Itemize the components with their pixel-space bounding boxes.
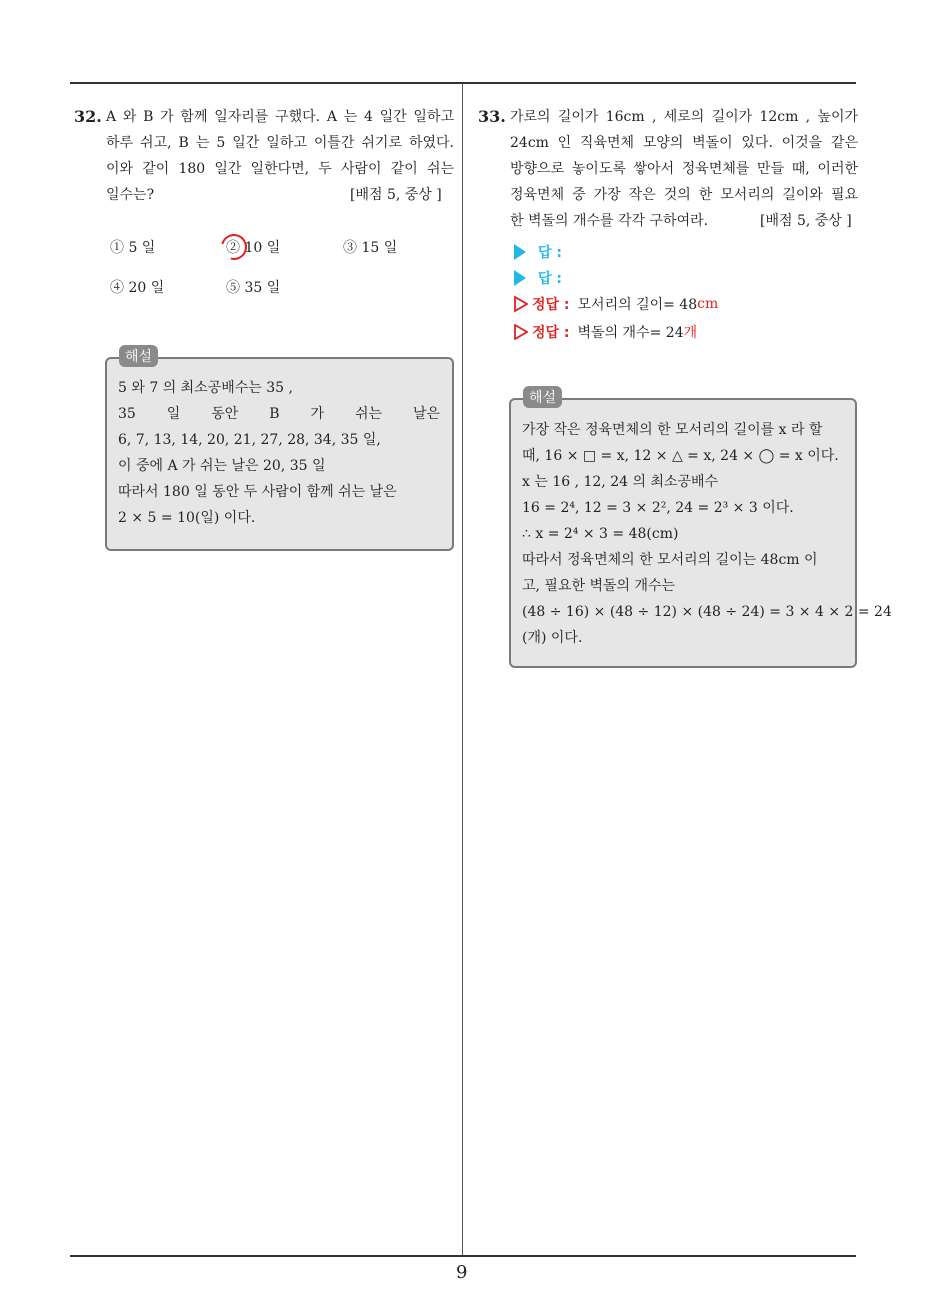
correct-label: 정답 : [532, 297, 570, 313]
explanation-line: 가장 작은 정육면체의 한 모서리의 길이를 x 라 할 [522, 422, 823, 438]
question-number: 32. [74, 107, 102, 126]
triangle-outline-icon [514, 324, 528, 340]
choice-2[interactable]: ② 10 일 [226, 240, 281, 256]
answer-input-row[interactable] [514, 268, 562, 288]
bottom-rule [70, 1255, 856, 1257]
play-arrow-icon [514, 270, 526, 286]
play-arrow-icon [514, 244, 526, 260]
explanation-line: 따라서 정육면체의 한 모서리의 길이는 48cm 이 [522, 552, 818, 568]
correct-answer-row [514, 294, 718, 314]
explanation-line: 따라서 180 일 동안 두 사람이 함께 쉬는 날은 [118, 484, 397, 500]
correct-label: 정답 : [532, 325, 570, 341]
choice-1[interactable]: ① 5 일 [110, 240, 156, 256]
score-label: [배점 5, 중상 ] [760, 213, 852, 229]
question-text-line: 일수는? [106, 187, 155, 203]
answer-label: 답 : [538, 271, 562, 287]
choice-4[interactable]: ④ 20 일 [110, 280, 165, 296]
explanation-tag: 해설 [119, 345, 158, 367]
question-text-line: 24cm 인 직육면체 모양의 벽돌이 있다. 이것을 같은 [510, 135, 858, 151]
explanation-line: x 는 16 , 12, 24 의 최소공배수 [522, 474, 719, 490]
explanation-line: 5 와 7 의 최소공배수는 35 , [118, 380, 293, 396]
question-text-line: A 와 B 가 함께 일자리를 구했다. A 는 4 일간 일하고 [106, 109, 454, 125]
explanation-line: ∴ x = 2⁴ × 3 = 48(cm) [522, 526, 679, 542]
choice-3[interactable]: ③ 15 일 [343, 240, 398, 256]
explanation-line: 16 = 2⁴, 12 = 3 × 2², 24 = 2³ × 3 이다. [522, 500, 794, 516]
explanation-tag: 해설 [523, 386, 562, 408]
explanation-line: (개) 이다. [522, 630, 583, 646]
correct-answer-unit: cm [697, 296, 719, 312]
explanation-line: 35 일 동안 B 가 쉬는 날은 [118, 406, 440, 422]
question-text-line: 하루 쉬고, B 는 5 일간 일하고 이틀간 쉬기로 하였다. [106, 135, 454, 151]
explanation-line: 2 × 5 = 10(일) 이다. [118, 510, 256, 526]
column-divider [462, 84, 463, 1255]
explanation-line: 6, 7, 13, 14, 20, 21, 27, 28, 34, 35 일, [118, 432, 381, 448]
question-text-line: 방향으로 놓이도록 쌓아서 정육면체를 만들 때, 이러한 [510, 161, 858, 177]
answer-input-row[interactable] [514, 242, 562, 262]
answer-circle-mark [216, 229, 252, 265]
correct-answer-unit: 개 [683, 325, 698, 341]
answer-label: 답 : [538, 245, 562, 261]
question-text-line: 가로의 길이가 16cm , 세로의 길이가 12cm , 높이가 [510, 109, 858, 125]
question-number: 33. [478, 107, 506, 126]
question-text-line: 한 벽돌의 개수를 각각 구하여라. [510, 213, 709, 229]
explanation-line: 이 중에 A 가 쉬는 날은 20, 35 일 [118, 458, 326, 474]
question-text-line: 이와 같이 180 일간 일한다면, 두 사람이 같이 쉬는 [106, 161, 454, 177]
choice-5[interactable]: ⑤ 35 일 [226, 280, 281, 296]
explanation-line: 때, 16 × □ = x, 12 × △ = x, 24 × ◯ = x 이다. [522, 448, 839, 464]
top-rule [70, 82, 856, 84]
explanation-line: 고, 필요한 벽돌의 개수는 [522, 578, 676, 594]
question-text-line: 정육면체 중 가장 작은 것의 한 모서리의 길이와 필요 [510, 187, 858, 203]
correct-answer-text: 모서리의 길이= 48 [577, 297, 698, 313]
correct-answer-row [514, 322, 697, 342]
triangle-outline-icon [514, 296, 528, 312]
score-label: [배점 5, 중상 ] [350, 187, 442, 203]
correct-answer-text: 벽돌의 개수= 24 [577, 325, 684, 341]
explanation-line: (48 ÷ 16) × (48 ÷ 12) × (48 ÷ 24) = 3 × 4 × 2 = 24 [522, 604, 892, 620]
page-number: 9 [456, 1262, 468, 1283]
